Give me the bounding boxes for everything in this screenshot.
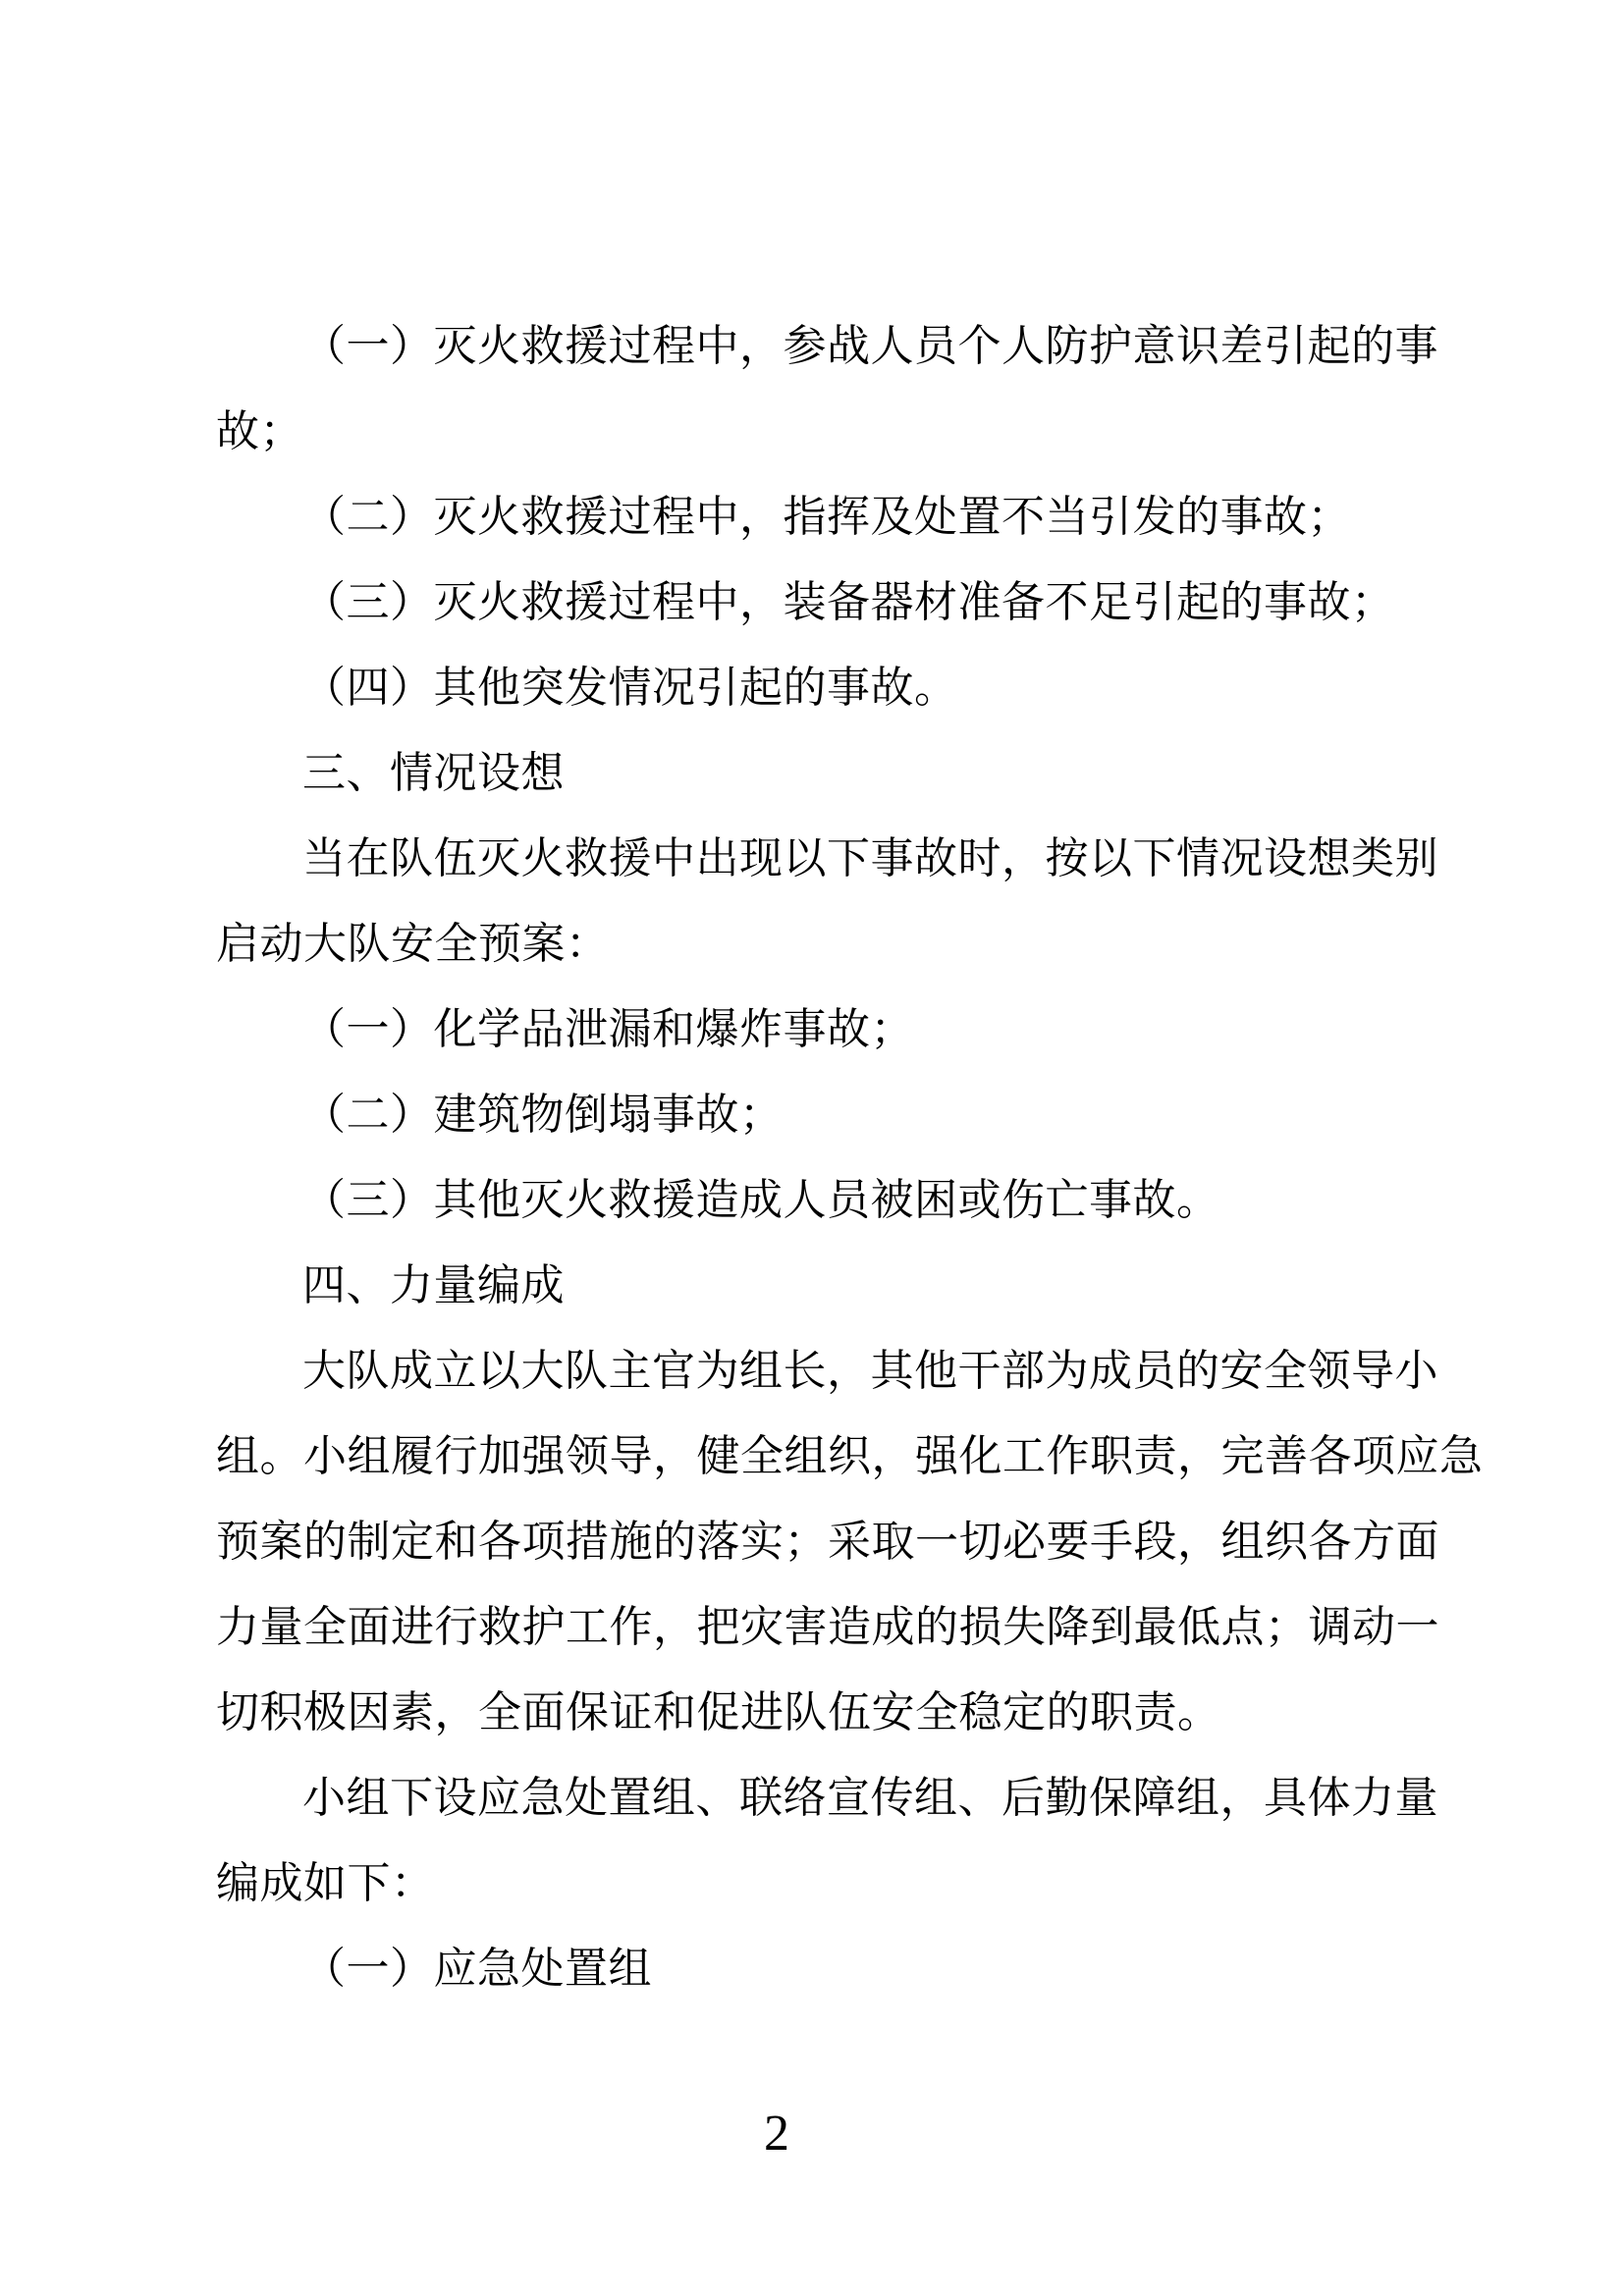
text-line: 组。小组履行加强领导，健全组织，强化工作职责，完善各项应急 bbox=[216, 1432, 1484, 1480]
text-line: 编成如下： bbox=[216, 1859, 435, 1907]
text-line: （一）灭火救援过程中，参战人员个人防护意识差引起的事 bbox=[302, 322, 1438, 370]
section-heading: 四、力量编成 bbox=[302, 1261, 565, 1309]
text-line: 切积极因素，全面保证和促进队伍安全稳定的职责。 bbox=[216, 1688, 1221, 1736]
text-line: 故； bbox=[216, 407, 303, 455]
text-line: （一）化学品泄漏和爆炸事故； bbox=[302, 1005, 914, 1053]
text-line: （一）应急处置组 bbox=[302, 1945, 652, 1993]
section-heading: 三、情况设想 bbox=[302, 749, 565, 797]
text-line: （三）灭火救援过程中，装备器材准备不足引起的事故； bbox=[302, 578, 1395, 626]
page-number: 2 bbox=[764, 2106, 789, 2162]
text-line: 当在队伍灭火救援中出现以下事故时，按以下情况设想类别 bbox=[302, 834, 1438, 882]
document-body bbox=[216, 303, 1484, 2011]
text-line: 启动大队安全预案： bbox=[216, 920, 610, 968]
text-line: 小组下设应急处置组、联络宣传组、后勤保障组，具体力量 bbox=[302, 1774, 1438, 1822]
text-line: 力量全面进行救护工作，把灾害造成的损失降到最低点；调动一 bbox=[216, 1603, 1439, 1651]
text-line: 预案的制定和各项措施的落实；采取一切必要手段，组织各方面 bbox=[216, 1518, 1439, 1566]
text-line: （二）建筑物倒塌事故； bbox=[302, 1091, 784, 1139]
text-line: （四）其他突发情况引起的事故。 bbox=[302, 664, 958, 712]
text-line: 大队成立以大队主官为组长，其他干部为成员的安全领导小 bbox=[302, 1347, 1438, 1395]
text-line: （二）灭火救援过程中，指挥及处置不当引发的事故； bbox=[302, 493, 1351, 541]
text-line: （三）其他灭火救援造成人员被困或伤亡事故。 bbox=[302, 1176, 1220, 1224]
